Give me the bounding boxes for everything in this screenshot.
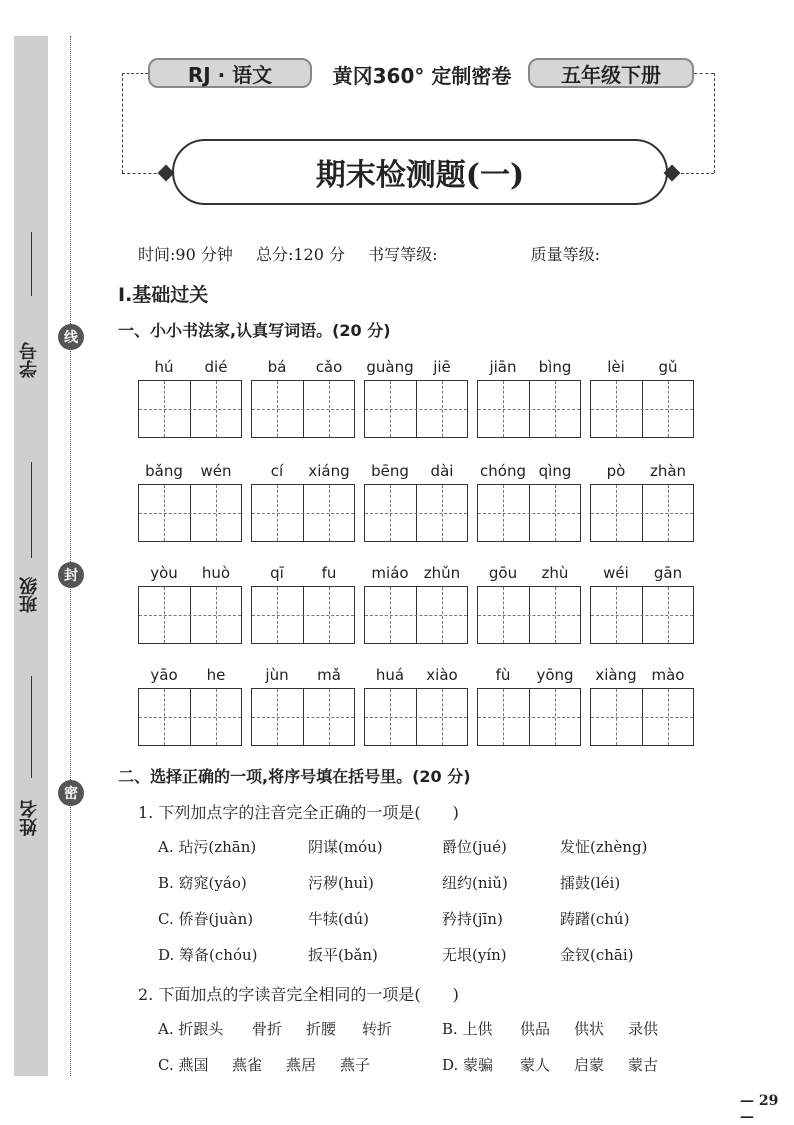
- pinyin-text: guàng: [366, 358, 414, 376]
- pinyin-text: jiān: [489, 358, 517, 376]
- word-cell: [251, 564, 355, 664]
- pinyin-text: yòu: [150, 564, 178, 582]
- pinyin-text: zhù: [541, 564, 569, 582]
- option-item: 燕居: [286, 1056, 317, 1074]
- connector-line: [714, 73, 715, 173]
- quality-grade-label: 质量等级:: [530, 245, 600, 264]
- seal-badge: 封: [58, 562, 84, 588]
- exam-info: [138, 242, 618, 265]
- option-item: B. 上供: [442, 1020, 493, 1038]
- word-cell: [138, 666, 242, 766]
- word-cell: [364, 462, 468, 562]
- option-item: 踌躇(chú): [560, 910, 630, 928]
- sub-question-2: 2. 下面加点的字读音完全相同的一项是( ): [138, 985, 459, 1004]
- word-cell: [364, 564, 468, 664]
- connector-line: [676, 173, 714, 174]
- box-guide-line: [365, 615, 467, 616]
- page-title: 期末检测题(一): [315, 158, 525, 193]
- word-cell: [590, 358, 694, 458]
- writing-box[interactable]: [251, 688, 355, 746]
- box-guide-line: [139, 513, 241, 514]
- box-guide-line: [478, 409, 580, 410]
- pinyin-text: wéi: [603, 564, 629, 582]
- series-title: 黄冈360° 定制密卷: [332, 64, 512, 88]
- pinyin-text: xiáng: [308, 462, 350, 480]
- box-guide-line: [365, 409, 467, 410]
- writing-box[interactable]: [477, 586, 581, 644]
- option-item: D. 筹备(chóu): [158, 946, 258, 964]
- option-item: 燕雀: [232, 1056, 263, 1074]
- word-cell: [251, 666, 355, 766]
- writing-box[interactable]: [251, 484, 355, 542]
- pinyin-text: xiào: [426, 666, 458, 684]
- pinyin-text: pò: [606, 462, 626, 480]
- box-guide-line: [591, 513, 693, 514]
- pinyin-grid-row: [138, 462, 694, 562]
- connector-line: [122, 73, 123, 173]
- student-id-blank-line: [31, 232, 32, 296]
- pinyin-text: bēng: [371, 462, 409, 480]
- cut-dotted-line: [70, 36, 71, 1076]
- pinyin-text: bìng: [538, 358, 572, 376]
- class-blank-line: [31, 462, 32, 558]
- writing-box[interactable]: [138, 484, 242, 542]
- option-item: 污秽(huì): [308, 874, 374, 892]
- option-item: A. 玷污(zhān): [158, 838, 257, 856]
- pinyin-text: lèi: [607, 358, 625, 376]
- option-item: 骨折: [252, 1020, 283, 1038]
- box-guide-line: [478, 615, 580, 616]
- pinyin-text: yōng: [536, 666, 574, 684]
- pinyin-text: fu: [321, 564, 337, 582]
- pinyin-text: zhǔn: [423, 564, 461, 582]
- pinyin-text: he: [206, 666, 226, 684]
- box-guide-line: [139, 615, 241, 616]
- box-guide-line: [252, 513, 354, 514]
- box-guide-line: [365, 717, 467, 718]
- writing-box[interactable]: [251, 586, 355, 644]
- option-item: D. 蒙骗: [442, 1056, 494, 1074]
- word-cell: [590, 462, 694, 562]
- option-item: 牛犊(dú): [308, 910, 369, 928]
- writing-box[interactable]: [477, 688, 581, 746]
- connector-line: [122, 73, 148, 74]
- box-guide-line: [591, 717, 693, 718]
- word-cell: [477, 358, 581, 458]
- option-item: A. 折跟头: [158, 1020, 224, 1038]
- box-guide-line: [252, 615, 354, 616]
- writing-box[interactable]: [364, 586, 468, 644]
- option-item: 阴谋(móu): [308, 838, 383, 856]
- pinyin-text: dài: [430, 462, 454, 480]
- word-cell: [138, 358, 242, 458]
- pinyin-text: mǎ: [317, 666, 341, 684]
- question-1-heading: 一、小小书法家,认真写词语。(20 分): [118, 321, 391, 340]
- option-item: 无垠(yín): [442, 946, 507, 964]
- pinyin-text: miáo: [371, 564, 409, 582]
- writing-box[interactable]: [138, 688, 242, 746]
- writing-box[interactable]: [590, 586, 694, 644]
- word-cell: [364, 666, 468, 766]
- box-guide-line: [365, 513, 467, 514]
- total-score-info: 总分:120 分: [255, 245, 345, 264]
- box-guide-line: [478, 513, 580, 514]
- pinyin-text: chóng: [480, 462, 526, 480]
- option-item: 爵位(jué): [442, 838, 507, 856]
- option-item: 金钗(chāi): [560, 946, 634, 964]
- pinyin-text: gān: [653, 564, 683, 582]
- writing-box[interactable]: [364, 688, 468, 746]
- writing-box[interactable]: [364, 380, 468, 438]
- pinyin-text: jiē: [433, 358, 451, 376]
- connector-line: [122, 173, 162, 174]
- box-guide-line: [252, 409, 354, 410]
- section-heading: Ⅰ.基础过关: [118, 284, 209, 306]
- option-item: C. 燕国: [158, 1056, 209, 1074]
- box-guide-line: [478, 717, 580, 718]
- option-item: 矜持(jīn): [442, 910, 503, 928]
- option-item: 转折: [362, 1020, 393, 1038]
- writing-box[interactable]: [364, 484, 468, 542]
- page-number-value: 29: [758, 1093, 779, 1109]
- box-guide-line: [591, 409, 693, 410]
- pinyin-text: bǎng: [145, 462, 183, 480]
- word-cell: [477, 462, 581, 562]
- student-id-label: 学号: [19, 342, 40, 378]
- name-label: 姓名: [19, 800, 40, 836]
- pinyin-text: dié: [204, 358, 228, 376]
- pinyin-grid-row: [138, 358, 694, 458]
- option-item: 供状: [574, 1020, 605, 1038]
- pinyin-text: qìng: [538, 462, 572, 480]
- pinyin-text: gōu: [488, 564, 518, 582]
- writing-box[interactable]: [590, 380, 694, 438]
- pinyin-text: yāo: [150, 666, 178, 684]
- word-cell: [477, 666, 581, 766]
- time-info: 时间:90 分钟: [138, 245, 233, 264]
- line-badge: 线: [58, 324, 84, 350]
- grade-pill: 五年级下册: [528, 58, 694, 88]
- pinyin-text: fù: [495, 666, 511, 684]
- word-cell: [138, 462, 242, 562]
- word-cell: [138, 564, 242, 664]
- word-cell: [251, 462, 355, 562]
- option-item: 蒙古: [628, 1056, 659, 1074]
- sub-question-1: 1. 下列加点字的注音完全正确的一项是( ): [138, 803, 459, 822]
- secret-badge: 密: [58, 780, 84, 806]
- pinyin-grid-row: [138, 666, 694, 766]
- box-guide-line: [139, 409, 241, 410]
- connector-line: [694, 73, 714, 74]
- name-blank-line: [31, 676, 32, 778]
- option-item: 折腰: [306, 1020, 337, 1038]
- title-frame: [172, 139, 668, 205]
- pinyin-text: cǎo: [315, 358, 343, 376]
- pinyin-text: bá: [267, 358, 287, 376]
- pinyin-text: wén: [200, 462, 232, 480]
- option-item: C. 侨眷(juàn): [158, 910, 254, 928]
- pinyin-text: mào: [651, 666, 685, 684]
- box-guide-line: [252, 717, 354, 718]
- pinyin-grid-row: [138, 564, 694, 664]
- writing-box[interactable]: [590, 484, 694, 542]
- class-label: 班级: [19, 577, 40, 613]
- writing-box[interactable]: [251, 380, 355, 438]
- pinyin-text: xiàng: [595, 666, 637, 684]
- option-item: 燕子: [340, 1056, 371, 1074]
- word-cell: [477, 564, 581, 664]
- option-item: 擂鼓(léi): [560, 874, 621, 892]
- option-item: 启蒙: [574, 1056, 605, 1074]
- writing-box[interactable]: [477, 380, 581, 438]
- writing-box[interactable]: [590, 688, 694, 746]
- pinyin-text: cí: [270, 462, 284, 480]
- word-cell: [590, 666, 694, 766]
- question-2-heading: 二、选择正确的一项,将序号填在括号里。(20 分): [118, 767, 471, 786]
- writing-box[interactable]: [477, 484, 581, 542]
- pinyin-text: huá: [375, 666, 405, 684]
- pinyin-text: gǔ: [658, 358, 678, 376]
- option-item: 蒙人: [520, 1056, 551, 1074]
- option-item: 录供: [628, 1020, 659, 1038]
- writing-box[interactable]: [138, 380, 242, 438]
- option-item: 纽约(niǔ): [442, 874, 508, 892]
- pinyin-text: huò: [201, 564, 231, 582]
- page-number: — 29 —: [740, 1093, 779, 1125]
- word-cell: [590, 564, 694, 664]
- pinyin-text: hú: [154, 358, 174, 376]
- word-cell: [364, 358, 468, 458]
- subject-pill: RJ · 语文: [148, 58, 312, 88]
- word-cell: [251, 358, 355, 458]
- box-guide-line: [591, 615, 693, 616]
- option-item: 发怔(zhèng): [560, 838, 648, 856]
- pinyin-text: zhàn: [649, 462, 687, 480]
- pinyin-text: jùn: [265, 666, 289, 684]
- option-item: 供品: [520, 1020, 551, 1038]
- box-guide-line: [139, 717, 241, 718]
- writing-grade-label: 书写等级:: [368, 245, 438, 264]
- option-item: B. 窈窕(yáo): [158, 874, 247, 892]
- pinyin-text: qī: [270, 564, 284, 582]
- writing-box[interactable]: [138, 586, 242, 644]
- option-item: 扳平(bǎn): [308, 946, 378, 964]
